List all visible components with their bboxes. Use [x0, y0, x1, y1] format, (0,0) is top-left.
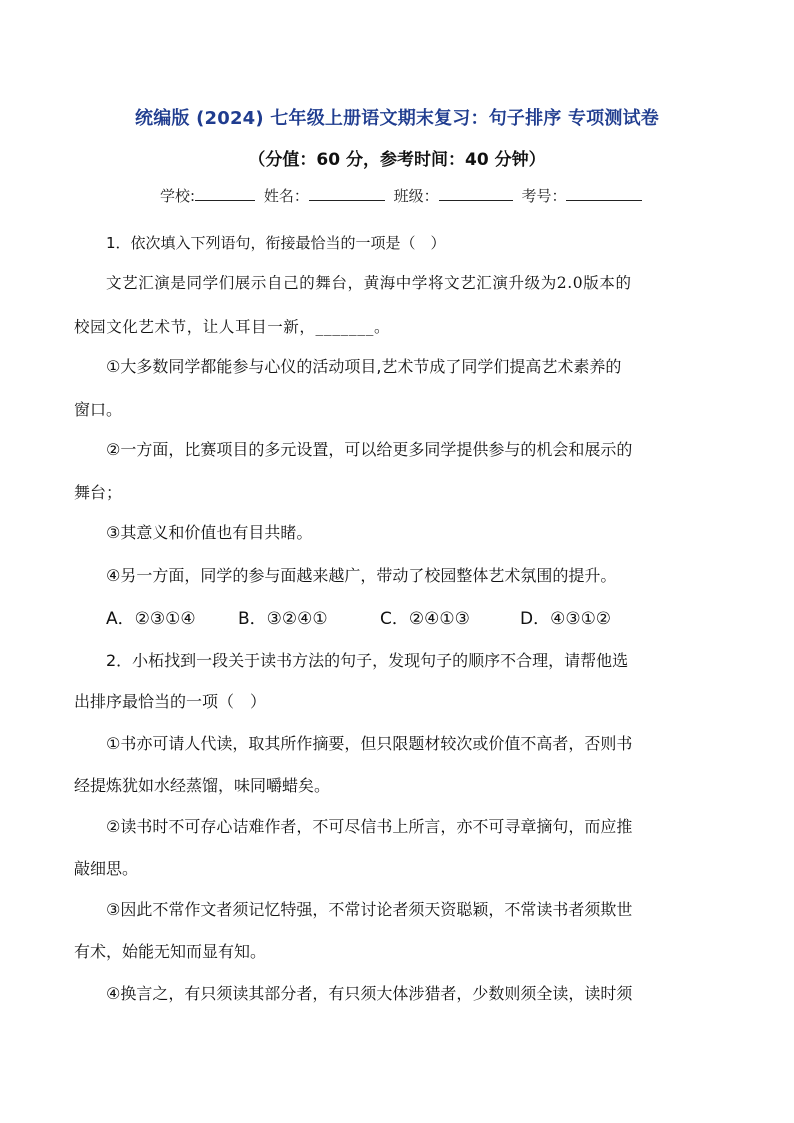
question-2-stem-line-1: 2．小柘找到一段关于读书方法的句子，发现句子的顺序不合理，请帮他选 — [106, 651, 629, 670]
q2-sentence-1-line-1: ①书亦可请人代读，取其所作摘要，但只限题材较次或价值不高者，否则书 — [106, 734, 633, 753]
q2-sentence-2-line-2: 敲细思。 — [74, 859, 139, 878]
question-1-stem: 1．依次填入下列语句，衔接最恰当的一项是（ ） — [106, 234, 446, 252]
name-blank — [309, 185, 385, 201]
q1-sentence-4: ④另一方面，同学的参与面越来越广，带动了校园整体艺术氛围的提升。 — [106, 566, 617, 585]
q1-passage-line-1: 文艺汇演是同学们展示自己的舞台，黄海中学将文艺汇演升级为2.0版本的 — [106, 274, 632, 292]
q1-option-c: C．②④①③ — [380, 609, 470, 629]
page-title: 统编版 (2024) 七年级上册语文期末复习：句子排序 专项测试卷 — [135, 108, 659, 129]
name-label: 姓名： — [263, 187, 309, 205]
q2-sentence-4-line-1: ④换言之，有只须读其部分者，有只须大体涉猎者，少数则须全读，读时须 — [106, 984, 633, 1003]
q1-passage-line-2: 校园文化艺术节，让人耳目一新，_______。 — [74, 318, 391, 336]
school-blank — [195, 185, 255, 201]
q2-sentence-3-line-1: ③因此不常作文者须记忆特强，不常讨论者须天资聪颖，不常读书者须欺世 — [106, 900, 633, 919]
q1-sentence-2-line-2: 舞台； — [74, 483, 123, 502]
student-info-row — [160, 185, 646, 206]
school-label: 学校: — [160, 187, 196, 205]
q1-sentence-1-line-1: ①大多数同学都能参与心仪的活动项目,艺术节成了同学们提高艺术素养的 — [106, 357, 622, 376]
q1-option-a: A．②③①④ — [106, 609, 196, 629]
number-label: 考号： — [521, 187, 567, 205]
q1-option-b: B．③②④① — [238, 609, 328, 629]
class-label: 班级： — [393, 187, 439, 205]
q1-sentence-3: ③其意义和价值也有目共睹。 — [106, 523, 313, 542]
class-blank — [439, 185, 513, 201]
q1-sentence-1-line-2: 窗口。 — [74, 400, 123, 419]
q1-option-d: D．④③①② — [520, 609, 612, 629]
q2-sentence-2-line-1: ②读书时不可存心诘难作者，不可尽信书上所言，亦不可寻章摘句，而应推 — [106, 817, 633, 836]
q2-sentence-3-line-2: 有术，始能无知而显有知。 — [74, 942, 267, 961]
q2-sentence-1-line-2: 经提炼犹如水经蒸馏，味同嚼蜡矣。 — [74, 776, 331, 795]
number-blank — [566, 185, 642, 201]
question-2-stem-line-2: 出排序最恰当的一项（ ） — [74, 692, 267, 711]
q1-sentence-2-line-1: ②一方面，比赛项目的多元设置，可以给更多同学提供参与的机会和展示的 — [106, 440, 633, 459]
exam-subtitle: （分值：60 分，参考时间：40 分钟） — [248, 150, 546, 170]
